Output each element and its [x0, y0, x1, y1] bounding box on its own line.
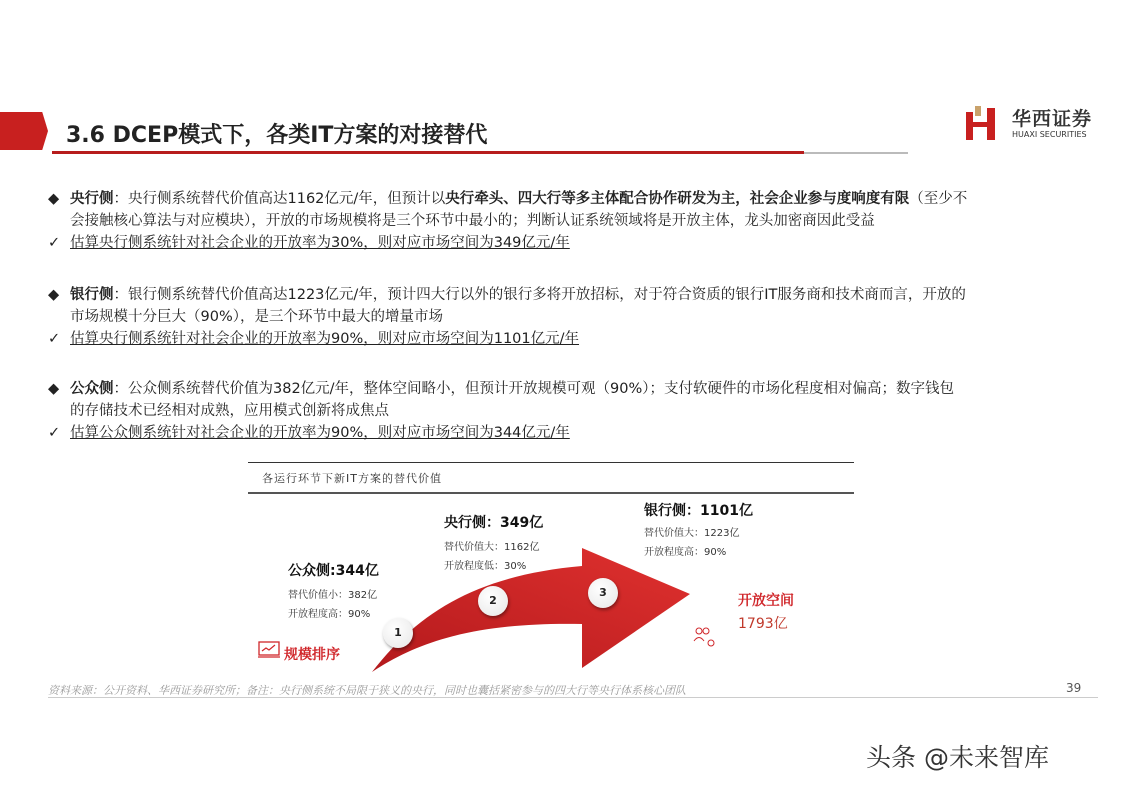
section-bold-text: 央行牵头、四大行等多主体配合协作研发为主，社会企业参与度响度有限 — [445, 191, 910, 207]
public-value: 替代价值小：382亿 — [288, 590, 378, 601]
logo-text-en: HUAXI SECURITIES — [1012, 130, 1087, 139]
bank-head: 银行侧：1101亿 — [644, 503, 753, 519]
section-text: ：公众侧系统替代价值为382亿元/年，整体空间略小，但预计开放规模可观（90%）；支付软硬件的市场化程度相对偏高；数字钱包 — [113, 381, 955, 397]
footer-rule — [48, 697, 1098, 698]
public-label — [288, 560, 379, 624]
users-icon — [692, 626, 716, 648]
check-icon: ✓ — [48, 331, 61, 347]
public-openness: 开放程度高：90% — [288, 609, 371, 620]
open-space-value: 1793亿 — [738, 616, 788, 632]
section-text-tail: （至少不 — [909, 191, 968, 207]
step-2-badge: 2 — [478, 586, 508, 616]
central-value: 替代价值大：1162亿 — [444, 542, 540, 553]
section-head: 公众侧 — [70, 381, 114, 397]
figure-title: 各运行环节下新IT方案的替代价值 — [262, 472, 442, 485]
page-title: 3.6 DCEP模式下，各类IT方案的对接替代 — [66, 123, 488, 148]
open-space-label: 开放空间 — [738, 593, 794, 609]
source-note: 资料来源：公开资料、华西证券研究所；备注：央行侧系统不局限于狭义的央行，同时也囊括紧密参与的四大行等央行体系核心团队 — [48, 684, 686, 697]
section-text-line2: 会接触核心算法与对应模块），开放的市场规模将是三个环节中最小的；判断认证系统领域将是开放主体，龙头加密商因此受益 — [70, 213, 875, 229]
central-label — [444, 512, 543, 576]
step-3-badge: 3 — [588, 578, 618, 608]
public-head: 公众侧:344亿 — [288, 563, 379, 579]
page-number: 39 — [1066, 681, 1082, 695]
bank-openness: 开放程度高：90% — [644, 547, 727, 558]
section-head: 央行侧 — [70, 191, 114, 207]
section-estimate: 估算央行侧系统针对社会企业的开放率为30%，则对应市场空间为349亿元/年 — [70, 235, 570, 251]
section-text: ：央行侧系统替代价值高达1162亿元/年，但预计以 — [113, 191, 446, 207]
central-openness: 开放程度低：30% — [444, 561, 527, 572]
section-text: ：银行侧系统替代价值高达1223亿元/年，预计四大行以外的银行多将开放招标，对于符合资质的银行IT服务商和技术商而言，开放的 — [113, 287, 966, 303]
watermark: 头条 @未来智库 — [866, 743, 1049, 772]
check-icon: ✓ — [48, 235, 61, 251]
bank-value: 替代价值大：1223亿 — [644, 528, 740, 539]
logo-text-cn: 华西证券 — [1012, 108, 1093, 130]
central-head: 央行侧：349亿 — [444, 515, 544, 531]
section-estimate: 估算央行侧系统针对社会企业的开放率为90%，则对应市场空间为1101亿元/年 — [70, 331, 580, 347]
section-text-line2: 的存储技术已经相对成熟，应用模式创新将成焦点 — [70, 403, 389, 419]
section-estimate: 估算公众侧系统针对社会企业的开放率为90%，则对应市场空间为344亿元/年 — [70, 425, 570, 441]
step-1-badge: 1 — [383, 618, 413, 648]
rank-label: 规模排序 — [284, 647, 340, 663]
section-text-line2: 市场规模十分巨大（90%），是三个环节中最大的增量市场 — [70, 309, 443, 325]
diamond-bullet-icon: ◆ — [48, 287, 60, 303]
diamond-bullet-icon: ◆ — [48, 191, 60, 207]
bank-label — [644, 500, 753, 562]
check-icon: ✓ — [48, 425, 61, 441]
chart-board-icon — [258, 641, 280, 659]
diamond-bullet-icon: ◆ — [48, 381, 60, 397]
section-head: 银行侧 — [70, 287, 114, 303]
